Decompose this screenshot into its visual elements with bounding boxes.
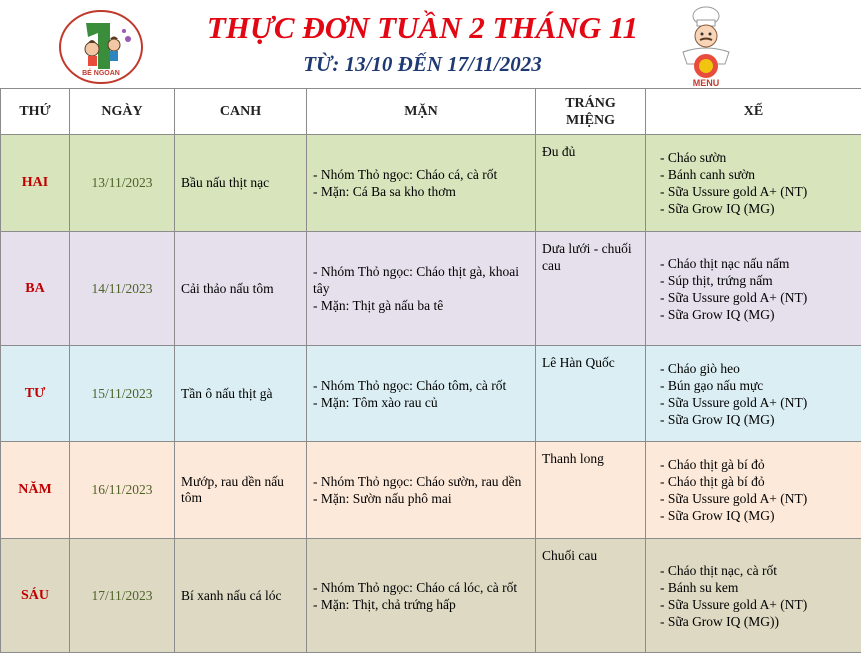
- column-header-snack: XẾ: [646, 89, 861, 135]
- table-row: [1, 539, 861, 653]
- soup-cell: Bầu nấu thịt nạc: [175, 135, 307, 232]
- main-dish-line: - Nhóm Thỏ ngọc: Cháo cá lóc, cà rốt: [313, 579, 518, 595]
- snack-line: - Sữa Ussure gold A+ (NT): [660, 289, 808, 305]
- date-cell: 15/11/2023: [70, 346, 175, 442]
- snack-line: - Cháo thịt nạc nấu nấm: [660, 255, 790, 271]
- date-cell: 13/11/2023: [70, 135, 175, 232]
- column-header-day: THỨ: [1, 89, 70, 135]
- main-dish-line: - Mặn: Tôm xào rau củ: [313, 394, 438, 410]
- main-dish-line: - Nhóm Thỏ ngọc: Cháo thịt gà, khoai tây: [313, 264, 519, 296]
- snack-line: - Sữa Ussure gold A+ (NT): [660, 491, 808, 506]
- school-logo-icon: [58, 9, 144, 85]
- main-dish-line: - Nhóm Thỏ ngọc: Cháo sườn, rau dền: [313, 474, 522, 489]
- main-dish-line: - Mặn: Sườn nấu phô mai: [313, 491, 452, 506]
- snack-cell: [646, 442, 861, 539]
- main-dish-line: - Mặn: Thịt, chả trứng hấp: [313, 596, 456, 612]
- svg-text:MENU: MENU: [692, 78, 720, 88]
- snack-line: - Cháo thịt gà bí đỏ: [660, 457, 765, 472]
- column-header-soup: CANH: [175, 89, 307, 135]
- main-dish-line: - Mặn: Cá Ba sa kho thơm: [313, 184, 456, 199]
- table-row: [1, 442, 861, 539]
- dessert-cell: Lê Hàn Quốc: [536, 346, 646, 442]
- snack-cell: [646, 232, 861, 346]
- snack-line: - Sữa Ussure gold A+ (NT): [660, 394, 808, 410]
- table-header-row: [1, 89, 861, 135]
- snack-cell: [646, 539, 861, 653]
- snack-line: - Bún gạo nấu mực: [660, 377, 764, 393]
- snack-line: - Cháo thịt gà bí đỏ: [660, 474, 765, 489]
- day-cell: BA: [1, 232, 70, 346]
- dessert-cell: Đu đủ: [536, 135, 646, 232]
- snack-line: - Cháo giò heo: [660, 360, 740, 376]
- page-subtitle: TỪ: 13/10 ĐẾN 17/11/2023: [303, 52, 542, 76]
- chef-menu-icon: [675, 4, 737, 90]
- soup-cell: Cải thảo nấu tôm: [175, 232, 307, 346]
- table-row: [1, 135, 861, 232]
- dessert-cell: Dưa lưới - chuối cau: [536, 232, 646, 346]
- day-cell: SÁU: [1, 539, 70, 653]
- column-header-main: MẶN: [307, 89, 536, 135]
- main-dish-cell: [307, 232, 536, 346]
- menu-table: [0, 88, 861, 653]
- snack-cell: [646, 346, 861, 442]
- snack-line: - Sữa Grow IQ (MG): [660, 508, 775, 523]
- snack-line: - Sữa Grow IQ (MG): [660, 411, 775, 427]
- snack-line: - Cháo sườn: [660, 150, 727, 165]
- column-header-date: NGÀY: [70, 89, 175, 135]
- date-cell: 17/11/2023: [70, 539, 175, 653]
- snack-line: - Sữa Grow IQ (MG): [660, 306, 775, 322]
- snack-line: - Sữa Grow IQ (MG): [660, 201, 775, 216]
- soup-cell: Mướp, rau dền nấu tôm: [175, 442, 307, 539]
- dessert-cell: Chuối cau: [536, 539, 646, 653]
- main-dish-cell: [307, 539, 536, 653]
- snack-line: - Cháo thịt nạc, cà rốt: [660, 562, 777, 578]
- page-header: [0, 0, 861, 88]
- soup-cell: Bí xanh nấu cá lóc: [175, 539, 307, 653]
- main-dish-cell: [307, 442, 536, 539]
- snack-line: - Bánh canh sườn: [660, 167, 756, 182]
- main-dish-cell: [307, 135, 536, 232]
- snack-line: - Sữa Ussure gold A+ (NT): [660, 596, 808, 612]
- svg-text:BÉ NGOAN: BÉ NGOAN: [82, 70, 120, 77]
- snack-line: - Sữa Ussure gold A+ (NT): [660, 184, 808, 199]
- dessert-cell: Thanh long: [536, 442, 646, 539]
- column-header-dessert: TRÁNG MIỆNG: [536, 89, 646, 135]
- day-cell: HAI: [1, 135, 70, 232]
- date-cell: 14/11/2023: [70, 232, 175, 346]
- soup-cell: Tần ô nấu thịt gà: [175, 346, 307, 442]
- table-row: [1, 232, 861, 346]
- day-cell: TƯ: [1, 346, 70, 442]
- day-cell: NĂM: [1, 442, 70, 539]
- snack-line: - Bánh su kem: [660, 579, 739, 595]
- main-dish-line: - Nhóm Thỏ ngọc: Cháo tôm, cà rốt: [313, 377, 507, 393]
- snack-line: - Sữa Grow IQ (MG)): [660, 613, 780, 629]
- snack-line: - Súp thịt, trứng nấm: [660, 272, 773, 288]
- main-dish-line: - Mặn: Thịt gà nấu ba tê: [313, 298, 444, 313]
- table-row: [1, 346, 861, 442]
- main-dish-cell: [307, 346, 536, 442]
- snack-cell: [646, 135, 861, 232]
- main-dish-line: - Nhóm Thỏ ngọc: Cháo cá, cà rốt: [313, 167, 498, 182]
- date-cell: 16/11/2023: [70, 442, 175, 539]
- page-title: THỰC ĐƠN TUẦN 2 THÁNG 11: [206, 10, 639, 45]
